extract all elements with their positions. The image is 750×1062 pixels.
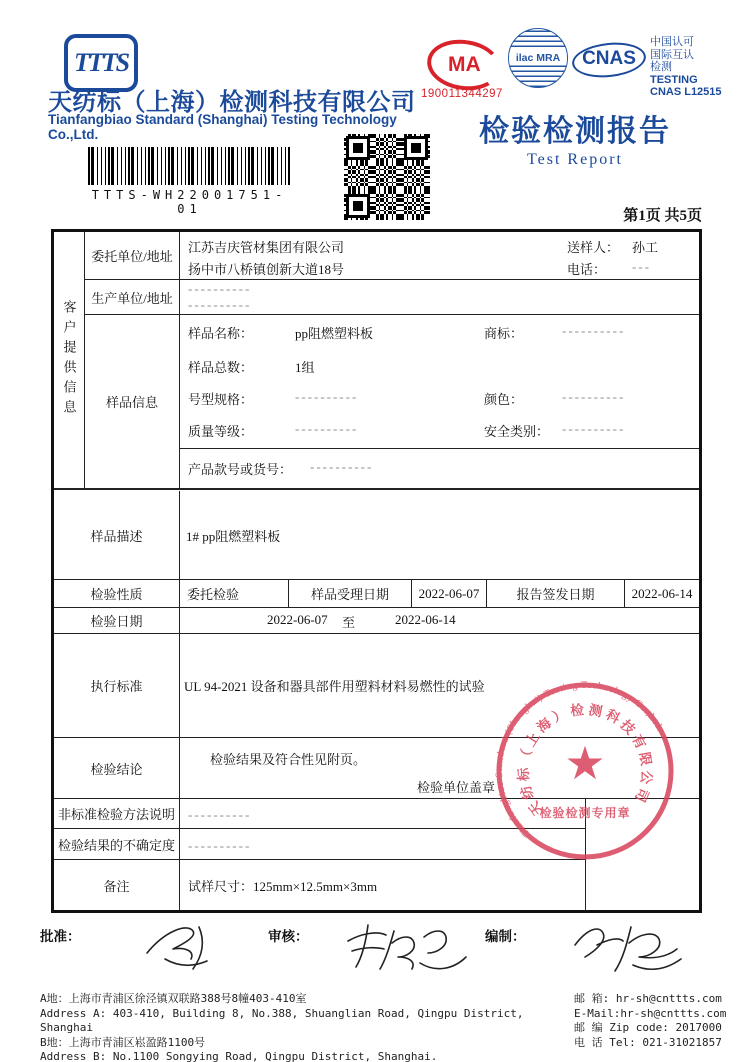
stamp-ring-text-en: Tianfangbiao Standard (Shanghai) Testing Technology Co.,Ltd. [493, 679, 666, 839]
accept-date-label: 样品受理日期 [289, 580, 412, 608]
inspection-nature-label: 检验性质 [54, 580, 180, 608]
qr-code [344, 134, 430, 220]
cnas-badge-label: CNAS [582, 48, 636, 69]
barcode [88, 147, 290, 185]
entrust-unit-address: 扬中市八桥镇创新大道18号 [188, 262, 345, 277]
approver-signature [135, 915, 235, 975]
footer-email-en: E-Mail:hr-sh@cnttts.com [574, 1006, 727, 1020]
qr-finder-pattern [346, 194, 370, 218]
sample-desc-cell [180, 491, 699, 580]
grade-label: 质量等级： [188, 424, 254, 439]
inspection-date-label: 检验日期 [54, 608, 180, 634]
cma-number: 190011344297 [421, 88, 503, 100]
inspection-date-cell [180, 608, 699, 634]
footer-addr-b-en: Address B: No.1100 Songying Road, Qingpu District, Shanghai. [40, 1050, 438, 1062]
uncertainty-label: 检验结果的不确定度 [54, 829, 180, 860]
brand-value: ---------- [562, 323, 626, 338]
cnas-badge-icon [572, 40, 646, 78]
review-label: 审核： [268, 929, 309, 944]
entrust-row-border [180, 232, 699, 280]
stamp-star-icon: ★ [564, 738, 606, 789]
nonstandard-value: ---------- [188, 807, 252, 822]
issue-date-value: 2022-06-14 [625, 580, 699, 608]
qr-finder-pattern [346, 136, 370, 160]
company-logo-acronym: TTTS [73, 48, 129, 77]
accreditation-line: CNAS L12515 [650, 86, 722, 98]
sample-name-value: pp阻燃塑料板 [295, 326, 374, 341]
remark-label: 备注 [54, 860, 180, 910]
producer-line1: ---------- [188, 281, 252, 296]
accreditation-line: 国际互认 [650, 48, 694, 61]
entrust-unit-name: 江苏吉庆管材集团有限公司 [188, 240, 345, 255]
ilac-mra-badge-icon [508, 28, 568, 88]
footer-addr-a-cn: A地：上海市青浦区徐泾镇双联路388号8幢403-410室 [40, 992, 307, 1005]
qr-finder-pattern [404, 136, 428, 160]
footer-contact-block [574, 992, 744, 1050]
sender-label: 送样人： [567, 240, 620, 255]
inspection-date-to: 2022-06-14 [395, 612, 456, 627]
accreditation-line: 中国认可 [650, 36, 694, 48]
color-label: 颜色： [484, 392, 524, 407]
page-number: 第1页 共5页 [623, 208, 702, 224]
preparer-signature [565, 915, 695, 975]
sample-desc-value: 1# pp阻燃塑料板 [186, 528, 281, 544]
conclusion-label: 检验结论 [54, 738, 180, 799]
producer-unit-cell [180, 280, 699, 315]
sample-qty-label: 样品总数： [188, 360, 254, 375]
barcode-text: TTTS-WH22001751-01 [91, 188, 288, 216]
cma-badge-label: MA [447, 52, 481, 76]
stamp-ring-text-cn: 天纺标（上海）检测科技有限公司 [515, 701, 655, 819]
product-no-divider [180, 448, 699, 449]
footer-address-block [40, 992, 570, 1062]
sender-value: 孙工 [632, 240, 659, 255]
sample-name-label: 样品名称： [188, 326, 254, 341]
approve-label: 批准： [40, 929, 81, 944]
producer-line2: ---------- [188, 297, 252, 312]
sample-info-cell [180, 315, 699, 490]
official-stamp [491, 677, 679, 865]
uncertainty-value: ---------- [188, 838, 252, 853]
cnas-badge-ellipse [570, 39, 647, 81]
report-title-en: Test Report [527, 151, 623, 168]
footer-addr-a-en: Address A: 403-410, Building 8, No.388, Shuanglian Road, Qingpu District, Shanghai [40, 1006, 524, 1034]
company-name-cn: 天纺标（上海）检测科技有限公司 [48, 90, 416, 116]
footer-tel: 电 话 Tel: 021-31021857 [574, 1035, 722, 1049]
sample-qty-value: 1组 [295, 360, 315, 375]
client-info-section-cell [54, 232, 85, 490]
issue-date-label: 报告签发日期 [487, 580, 625, 608]
accreditation-text-block [650, 36, 740, 99]
standard-value: UL 94-2021 设备和器具部件用塑料材料易燃性的试验 [184, 679, 485, 694]
report-title [425, 106, 725, 169]
ilac-mra-badge-label: ilac MRA [509, 50, 567, 65]
cma-badge-icon [424, 35, 504, 95]
conclusion-value: 检验结果及符合性见附页。 [210, 752, 367, 767]
accreditation-line: 检测 [650, 61, 672, 73]
spec-value: ---------- [295, 389, 359, 404]
product-no-label: 产品款号或货号： [188, 462, 293, 477]
color-value: ---------- [562, 389, 626, 404]
sample-info-label: 样品信息 [85, 315, 180, 490]
prepare-label: 编制： [485, 929, 526, 944]
client-info-section-label: 客户提供信息 [61, 300, 77, 420]
remark-cell [180, 860, 585, 910]
footer-email-cn: 邮 箱: hr-sh@cnttts.com [574, 992, 722, 1005]
inspection-date-from: 2022-06-07 [267, 612, 328, 627]
nonstandard-label: 非标准检验方法说明 [54, 799, 180, 829]
safety-label: 安全类别： [484, 424, 550, 439]
phone-label: 电话： [567, 262, 607, 277]
product-no-value: ---------- [310, 459, 374, 474]
inspection-nature-value: 委托检验 [187, 587, 240, 602]
grade-value: ---------- [295, 421, 359, 436]
report-title-cn: 检验检测报告 [479, 115, 671, 148]
footer-addr-b-cn: B地：上海市青浦区崧盈路1100号 [40, 1035, 206, 1049]
company-name-en: Tianfangbiao Standard (Shanghai) Testing Technology Co.,Ltd. [48, 112, 397, 142]
spec-label: 号型规格： [188, 392, 254, 407]
inspection-nature-value-cell [180, 580, 289, 608]
stamp-banner-text: 检验检测专用章 [539, 806, 631, 820]
accept-date-value: 2022-06-07 [412, 580, 487, 608]
remark-value: 试样尺寸：125mm×12.5mm×3mm [188, 878, 378, 894]
seal-hint: 检验单位盖章 [417, 780, 496, 795]
reviewer-signature [340, 915, 470, 977]
sample-desc-label: 样品描述 [54, 491, 180, 580]
safety-value: ---------- [562, 421, 626, 436]
accreditation-line: TESTING [650, 73, 698, 86]
entrust-unit-label: 委托单位/地址 [85, 232, 180, 280]
brand-label: 商标： [484, 326, 524, 341]
standard-label: 执行标准 [54, 634, 180, 738]
inspection-date-to-word: 至 [342, 615, 356, 630]
producer-unit-label: 生产单位/地址 [85, 280, 180, 315]
phone-value: --- [632, 259, 651, 274]
footer-zip: 邮 编 Zip code: 2017000 [574, 1021, 722, 1034]
